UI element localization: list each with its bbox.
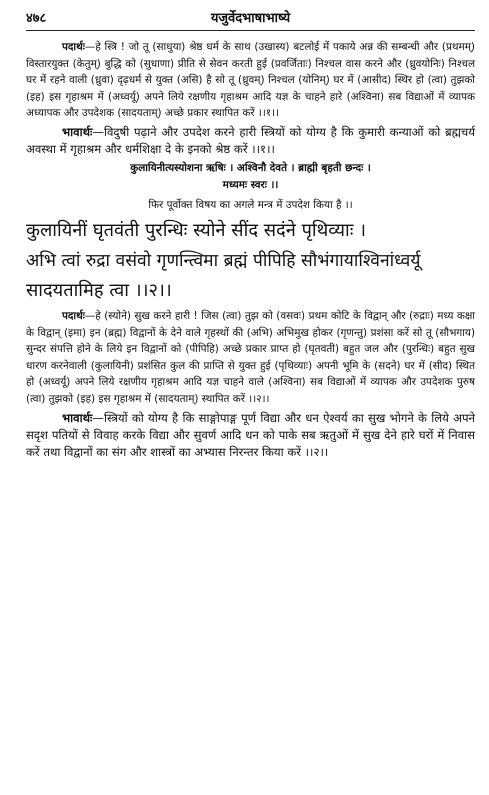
mantra-line-1: कुलायिनीं घृतवंती पुरन्धिः स्योने सींद सदंने पृथिव्याः । [26, 219, 367, 241]
bhavartha-text: —स्त्रियों को योग्य है कि साङ्गोपाङ्ग पूर्ण विद्या और धन ऐश्वर्य का सुख भोगने के लिये अपने सदृश पतियों से विवाह करके विद्या और सुवर्ण आदि धन को पाके सब ऋतुओं में सुख देने हारे घरों में निवास करें तथा विद्वानों का संग और शास्त्रों का अभ्यास निरन्तर किया करें ।।२।। [26, 410, 475, 459]
mantra-metadata-svara: मध्यमः स्वरः ।। [222, 178, 279, 191]
page-number: ४७८ [26, 11, 47, 26]
book-title: यजुर्वेदभाषाभाष्ये [210, 11, 291, 26]
bhavartha-paragraph-1 [26, 124, 475, 158]
padartha-text: —हे (स्योने) सुख करने हारी ! जिस (त्वा) तुझ को (वसवः) प्रथम कोटि के विद्वान् और (रुद्राः) मध्य कक्षा के विद्वान् (इमा) इन (ब्रह्म) विद्वानों के देने वाले गृहस्थों की (अभि) अभिमुख होकर (गृणन्तु) प्रशंसा करें सो तू (सौभगाय) सुन्दर संपत्ति होने के लिये इन विद्वानों को (पीपिहि) अच्छे प्रकार प्राप्त हो (घृतवती) बहुत जल और (पुरन्धिः) बहुत सुख धारण करनेवाली (कुलायिनी) प्रशंसित कुल की प्राप्ति से युक्त हुई (पृथिव्याः) अपनी भूमि के (सदने) घर में (सीद) स्थित हो (अध्वर्यू) अपने लिये रक्षणीय गृहाश्रम आदि यज्ञ चाहने वाले (अश्विना) सब विद्याओं में व्यापक और उपदेशक पुरुष (त्वा) तुझको (इह) इस गृहाश्रम में (सादयताम्) स्थापित करें ।।२।। [26, 309, 475, 405]
padartha-paragraph-2 [26, 308, 475, 408]
running-header [26, 8, 475, 31]
mantra-line-2: अभि त्वां रुद्रा वसंवो गृणन्त्विमा ब्रह्मं पीपिहि सौभंगायाश्विनांध्वर्यू [26, 250, 421, 271]
bhavartha-label: भावार्थः [62, 124, 93, 139]
bhavartha-text: —विदुषी पढ़ाने और उपदेश करने हारी स्त्रियों को योग्य है कि कुमारी कन्याओं को ब्रह्मचर्य अवस्था में गृहाश्रम और धर्मशिक्षा दे के इनको श्रेष्ठ करें ।।१।। [26, 124, 475, 156]
mantra-verse [26, 216, 475, 306]
bhavartha-label: भावार्थः [62, 410, 93, 425]
padartha-text: —हे स्त्रि ! जो तू (साधुया) श्रेष्ठ धर्म के साथ (उखास्य) बटलोई में पकाये अन्न की सम्बन्धी और (प्रथमम्) विस्तारयुक्त (केतुम्) बुद्धि को (सुधाणा) प्रीति से सेवन करती हुई (प्रवर्जिताः) निश्चल वास करने और (ध्रुवयोनिः) निश्चल घर में रहने वाली (ध्रुवा) दृढ़धर्म से युक्त (असि) है सो तू (ध्रुवम्) निश्चल (योनिम्) घर में (आसीद) स्थिर हो (त्वा) तुझको (इह) इस गृहाश्रम में (अध्वर्यू) अपने लिये रक्षणीय गृहाश्रम आदि यज्ञ के चाहने हारे (अश्विना) सब विद्याओं में व्यापक अध्यापक और उपदेशक (सादयताम्) अच्छे प्रकार स्थापित करें ।।१।। [26, 41, 475, 120]
padartha-label: पदार्थः [62, 41, 85, 53]
padartha-label: पदार्थः [62, 309, 85, 322]
bhavartha-paragraph-2 [26, 410, 475, 461]
mantra-intro: फिर पूर्वोक्त विषय का अगले मन्त्र में उपदेश किया है ।। [148, 198, 353, 211]
mantra-line-3: सादयतामिह त्वा ।।२।। [26, 279, 172, 301]
mantra-metadata-line: कुलायिनीत्यस्योशना ऋषिः । अश्विनौ देवते । ब्राह्मी बृहती छन्दः । [130, 161, 371, 174]
padartha-paragraph-1 [26, 39, 475, 122]
